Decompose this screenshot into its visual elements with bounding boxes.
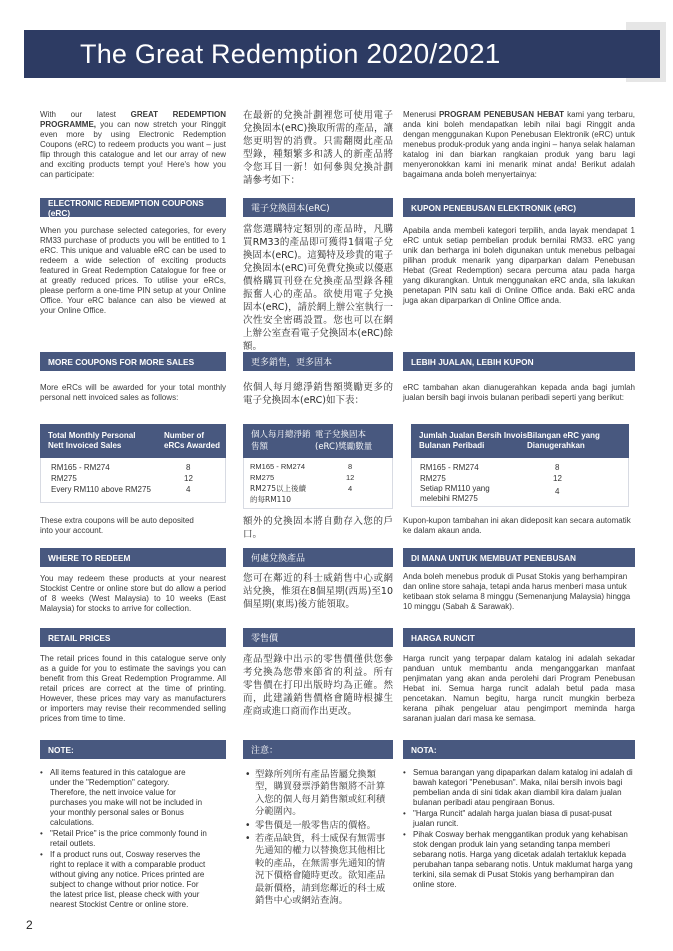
section-header-where-bm: DI MANA UNTUK MEMBUAT PENEBUSAN [403,548,635,567]
where-text-en: You may redeem these products at your nearest Stockist Centre or online store but do allow a period of 8 weeks (West Malaysia) to 10 weeks (East Malaysia) for stocks to arrive for collection. [40,574,226,613]
more-after-en: These extra coupons will be auto deposited into your account. [40,516,194,535]
intro-zh: 在最新的兌換計劃裡您可使用電子兌換固本(eRC)換取所需的產品，讓您更明智的消費。只需翻閱此產品型錄，種類繁多和誘人的新產品將令您耳目一新！如何參與兌換計劃請參考如下： [243,110,393,186]
section-header-note-en: NOTE: [40,740,226,759]
page-title: The Great Redemption 2020/2021 [80,38,501,69]
list-item: • "Harga Runcit" adalah harga jualan biasa di pusat-pusat jualan runcit. [401,809,635,829]
more-after-bm: Kupon-kupon tambahan ini akan dideposit kan secara automatik ke dalam akaun anda. [403,516,631,535]
erc-text-en: When you purchase selected categories, for every RM33 purchase of products you will be entitled to 1 eRC. This unique and valuable eRC can be used to redeem a wide selection of exciting products featured in Great Redemption Catalogue for free or at greatly reduced prices. To utilise your eRCs, please perform a one-time PIN setup at your Online Office. Your eRC balance can also be viewed at your Online Office. [40,226,226,315]
table-header: Total Monthly Personal Nett Invoiced Sales Number of eRCs Awarded [40,424,226,458]
intro-en: With our latest GREAT REDEMPTION PROGRAMME, you can now stretch your Ringgit even more by using Electronic Redemption Coupons (eRC) to redeem products you want – just flip through this catalogue and let our array of new and exciting products tempt you! Here's how you can participate: [40,110,226,179]
where-text-bm: Anda boleh menebus produk di Pusat Stokis yang berhampiran dan online store sahaja, tetapi anda harus menberi masa untuk ketibaan stok selama 8 minggu (Semenanjung Malaysia) hingga 10 minggu (Sabah & Sarawak). [403,572,631,611]
list-item: • If a product runs out, Cosway reserves the right to replace it with a comparable product without giving any notice. Prices printed are subject to change without prior notice. For the latest price list, please check with your nearest Stockist Centre or online store. [38,850,208,910]
erc-text-bm: Apabila anda membeli kategori terpilih, anda layak mendapat 1 eRC untuk setiap pembelian produk bernilai RM33. eRC yang unik dan berharga ini boleh digunakan untuk menebus pelbagai pilihan produk menarik yang diparparkan dalam Penebusan Hebat (Great Redemption) secara percuma atau pada harga yang dikurangkan. Untuk menggunakan eRC anda, sila lakukan penetapan PIN satu kali di Online Office anda. Baki eRC anda juga akan diparparkan di Online Office anda. [403,226,635,305]
note-list-en [38,768,208,911]
table-cell: 8 [555,463,560,472]
table-cell: RM275以上後續的每RM110 [250,484,306,504]
table-cell: 8 [186,463,191,472]
table-cell: RM165 - RM274 [420,463,479,472]
section-header-note-bm: NOTA: [403,740,635,759]
table-cell: RM165 - RM274 [51,463,110,472]
table-cell: 4 [555,487,560,496]
section-header-retail-zh: 零售價 [243,628,393,647]
erc-table-en [40,424,226,504]
table-cell: Every RM110 above RM275 [51,485,151,494]
section-header-retail-en: RETAIL PRICES [40,628,226,647]
list-item: • 型錄所列所有產品皆屬兌換類型，購買發票淨銷售額將不計算入您的個人每月銷售額或紅利積分範圍內。 [243,769,393,819]
section-header-erc-en: ELECTRONIC REDEMPTION COUPONS (eRC) [40,198,226,217]
erc-table-bm [411,424,629,510]
more-text-en: More eRCs will be awarded for your total monthly personal nett invoiced sales as follows: [40,383,226,402]
table-cell: 12 [553,474,562,483]
section-header-retail-bm: HARGA RUNCIT [403,628,635,647]
retail-text-zh: 產品型錄中出示的零售價僅供您參考兌換為您帶來節省的利益。所有零售價在打印出版時均為正確。然而，此建議銷售價格會隨時根據生產商或進口商而作出更改。 [243,654,393,717]
table-cell: Setiap RM110 yang melebihi RM275 [420,484,490,503]
table-cell: 4 [348,484,353,493]
table-cell: 12 [346,473,355,482]
note-list-bm [401,768,635,891]
list-item: • All items featured in this catalogue are under the "Redemption" category. Therefore, the nett invoice value for purchases you make will not be included in your monthly personal sales or Bonus calculations. [38,768,208,828]
section-header-note-zh: 注意： [243,740,393,759]
retail-text-en: The retail prices found in this catalogue serve only as a guide for you to estimate the savings you can benefit from this Great Redemption Programme. All retail prices are correct at the time of printing. However, these prices may vary as manufacturers or importers may revise their recommended selling prices from time to time. [40,654,226,723]
table-header: Jumlah Jualan Bersih Invois Bulanan Peribadi Bilangan eRC yang Dianugerahkan [411,424,629,458]
more-after-zh: 額外的兌換固本將自動存入您的戶口。 [243,516,393,540]
section-header-erc-bm: KUPON PENEBUSAN ELEKTRONIK (eRC) [403,198,635,217]
table-cell: 4 [186,485,191,494]
erc-table-zh [243,424,393,510]
more-text-bm: eRC tambahan akan dianugerahkan kepada anda bagi jumlah jualan bersih bagi invois bulanan peribadi seperti yang berikut: [403,383,635,402]
table-cell: 8 [348,462,353,471]
section-header-more-bm: LEBIH JUALAN, LEBIH KUPON [403,352,635,371]
section-header-more-en: MORE COUPONS FOR MORE SALES [40,352,226,371]
table-cell: 12 [184,474,193,483]
title-banner [24,30,660,78]
table-cell: RM275 [420,474,446,483]
list-item: • 若產品缺貨，科士威保有無需事先通知的權力以替換您其他相比較的產品，在無需事先通知的情況下價格會隨時更改。欲知產品最新價格，請到您鄰近的科士威銷售中心或網站查詢。 [243,833,393,907]
where-text-zh: 您可在鄰近的科士威銷售中心或網站兌換，惟須在8個星期(西馬)至10個星期(東馬)後方能領取。 [243,573,393,610]
table-cell: RM165 - RM274 [250,462,306,471]
section-header-where-en: WHERE TO REDEEM [40,548,226,567]
list-item: • Semua barangan yang dipaparkan dalam katalog ini adalah di bawah kategori "Penebusan". Maka, nilai bersih invois bagi pembelian anda di sini tidak akan diambil kira dalam jualan bulanan peribadi atau pengiraan Bonus. [401,768,635,808]
erc-text-zh: 當您選購特定類別的產品時，凡購買RM33的產品即可獲得1個電子兌換固本(eRC)。這獨特及珍貴的電子兌換固本(eRC)可免費兌換或以優惠價格購買刊登在兌換產品型錄各種振奮人心的產品。欲使用電子兌換固本(eRC)，請於網上辦公室執行一次性安全密碼設置。您也可以在網上辦公室查看電子兌換固本(eRC)餘額。 [243,224,393,352]
list-item: • "Retail Price" is the price commonly found in retail outlets. [38,829,208,849]
section-header-erc-zh: 電子兌換固本(eRC) [243,198,393,217]
note-list-zh [243,769,393,908]
table-body [243,458,393,509]
page-number: 2 [26,918,33,932]
section-header-where-zh: 何處兌換產品 [243,548,393,567]
list-item: • Pihak Cosway berhak menggantikan produk yang kehabisan stok dengan produk lain yang setanding tanpa memberi sebarang notis. Harga yang dicetak adalah tertakluk kepada perubahan tanpa sebarang notis. Untuk maklumat harga yang terkini, sila semak di Pusat Stokis yang berhampiran dan online store. [401,830,635,890]
table-body [40,458,226,503]
table-cell: RM275 [51,474,77,483]
more-text-zh: 依個人每月總淨銷售額獎勵更多的電子兌換固本(eRC)如下表： [243,382,393,406]
table-body [411,458,629,507]
retail-text-bm: Harga runcit yang terpapar dalam katalog ini adalah sekadar panduan untuk membantu anda menganggarkan manfaat penjimatan yang akan anda perolehi dari Program Penebusan Hebat ini. Semua harga runcit adalah betul pada masa pencetakan. Namun begitu, harga runcit mungkin berbeza kerana pihak pengeluar atau pengimport meminda harga saranan jualan dari masa ke semasa. [403,654,635,723]
section-header-more-zh: 更多銷售，更多固本 [243,352,393,371]
intro-bm: Menerusi PROGRAM PENEBUSAN HEBAT kami yang terbaru, anda kini boleh mendapatkan lebih nilai bagi Ringgit anda dengan menggunakan Kupon Penebusan Elektronik (eRC) untuk menebus produk-produk yang anda ingini – hanya selak halaman katalog ini dan biarkan rangkaian produk yang baru lagi menyeronokkan kami ini menarik minat anda! Berikut adalah bagaimana anda boleh menyertainya: [403,110,635,179]
table-header: 個人每月總淨銷售額 電子兌換固本(eRC)獎勵數量 [243,424,393,458]
list-item: • 零售價是一般零售店的價格。 [243,820,393,832]
table-cell: RM275 [250,473,275,482]
